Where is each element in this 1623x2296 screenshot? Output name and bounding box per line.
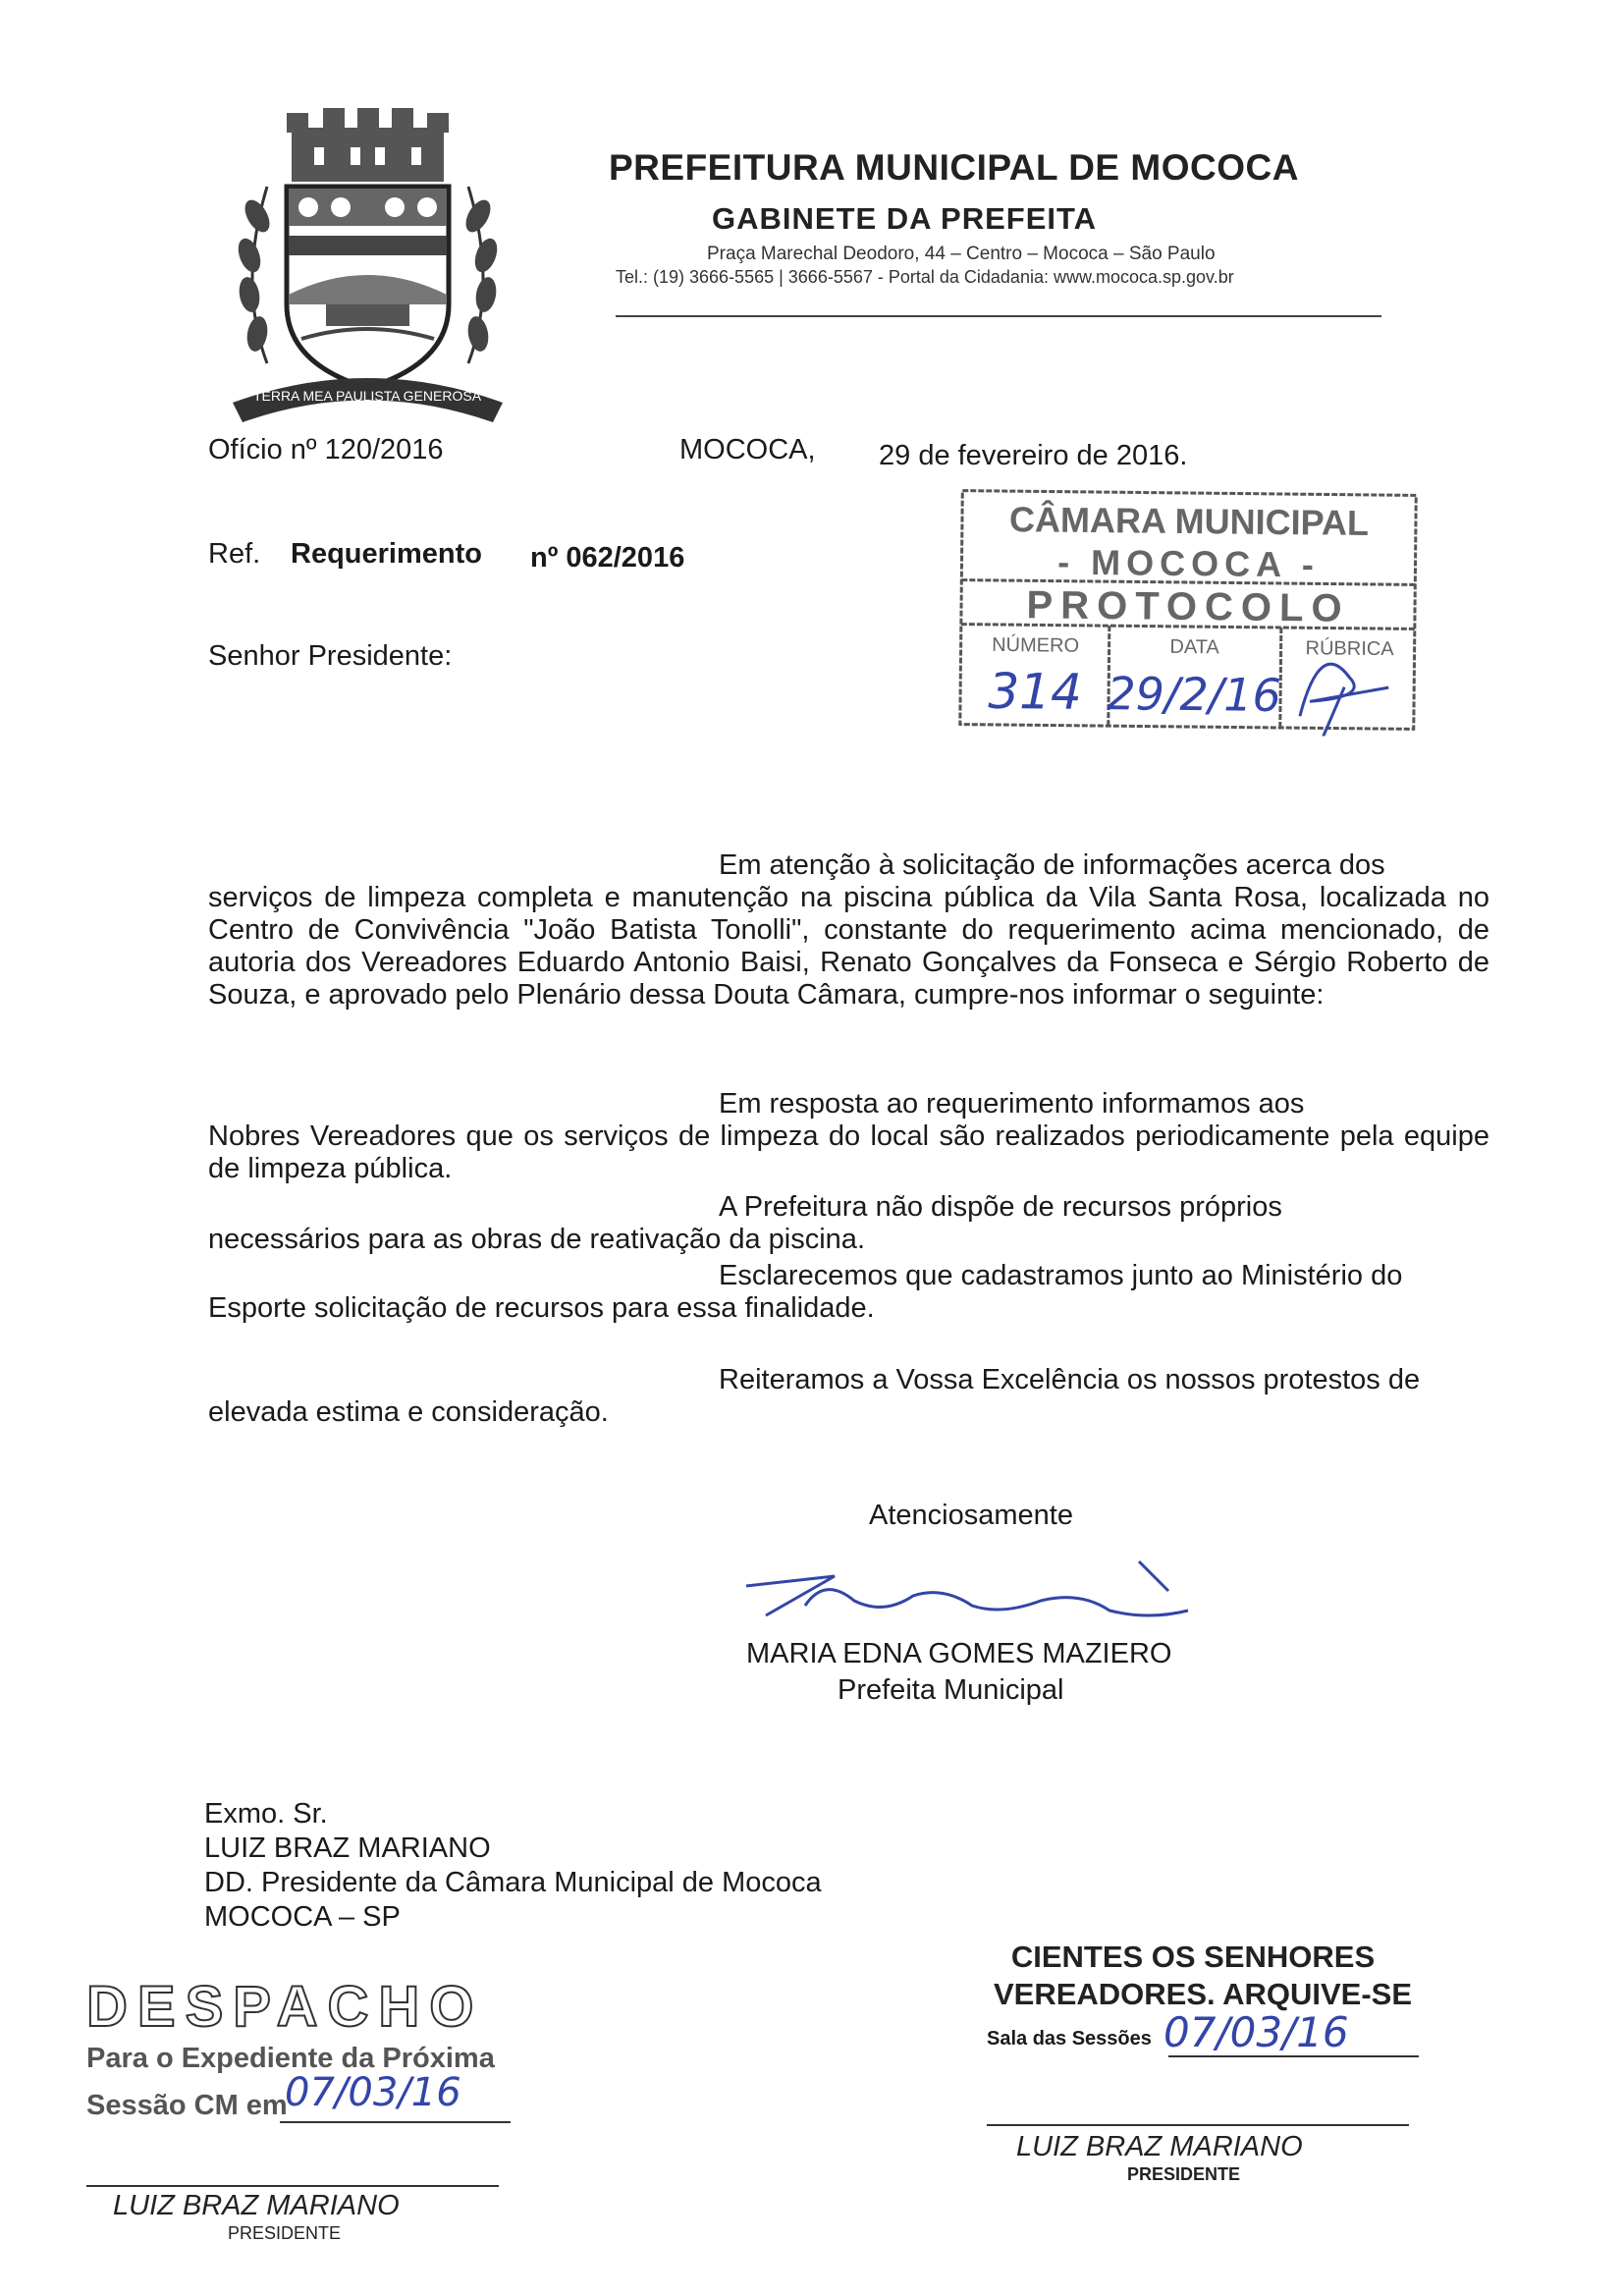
cientes-signature-line bbox=[987, 2124, 1409, 2126]
paragraph-3: A Prefeitura não dispõe de recursos próprios necessários para as obras de reativação da piscina. bbox=[208, 1191, 1282, 1255]
cientes-line1: CIENTES OS SENHORES bbox=[1010, 1940, 1376, 1974]
crest-motto: TERRA MEA PAULISTA GENEROSA bbox=[252, 388, 482, 404]
stamp-col-numero: NÚMERO bbox=[992, 633, 1080, 657]
cientes-line2: VEREADORES. ARQUIVE-SE bbox=[993, 1977, 1413, 2011]
cientes-date-line bbox=[1168, 2055, 1419, 2057]
cientes-signer-name: LUIZ BRAZ MARIANO bbox=[1016, 2131, 1303, 2162]
stamp-numero-value: 314 bbox=[988, 662, 1083, 721]
letterhead-phone: Tel.: (19) 3666-5565 | 3666-5567 - Portal da Cidadania: www.mococa.sp.gov.br bbox=[616, 267, 1234, 287]
despacho-line2: Sessão CM em bbox=[86, 2090, 288, 2121]
salutation: Senhor Presidente: bbox=[208, 640, 453, 672]
protocol-stamp bbox=[956, 487, 1421, 738]
paragraph-4: Esclarecemos que cadastramos junto ao Ministério do Esporte solicitação de recursos para essa finalidade. bbox=[208, 1260, 1403, 1324]
rubrica-signature bbox=[1300, 664, 1389, 738]
stamp-line2: - MOCOCA - bbox=[1056, 541, 1321, 585]
stamp-data-value: 29/2/16 bbox=[1107, 667, 1282, 722]
stamp-line3: PROTOCOLO bbox=[1026, 583, 1350, 630]
despacho-signature-line bbox=[86, 2185, 499, 2187]
stamp-line1: CÂMARA MUNICIPAL bbox=[1008, 499, 1370, 543]
letter-date: 29 de fevereiro de 2016. bbox=[879, 440, 1188, 471]
cientes-signer-role: PRESIDENTE bbox=[1127, 2164, 1241, 2184]
addressee-line2: LUIZ BRAZ MARIANO bbox=[204, 1832, 491, 1864]
oficio-number: Ofício nº 120/2016 bbox=[208, 434, 444, 465]
addressee-line4: MOCOCA – SP bbox=[204, 1901, 401, 1933]
addressee-line1: Exmo. Sr. bbox=[204, 1798, 328, 1830]
despacho-signer-name: LUIZ BRAZ MARIANO bbox=[113, 2190, 400, 2221]
closing-greeting: Atenciosamente bbox=[869, 1500, 1073, 1531]
addressee-block bbox=[204, 1797, 822, 1935]
ref-label: Ref. bbox=[208, 538, 261, 570]
addressee-line3: DD. Presidente da Câmara Municipal de Mococa bbox=[204, 1867, 822, 1898]
ref-number: nº 062/2016 bbox=[530, 542, 685, 574]
despacho-line1: Para o Expediente da Próxima bbox=[86, 2043, 495, 2074]
letterhead-address: Praça Marechal Deodoro, 44 – Centro – Mococa – São Paulo bbox=[707, 244, 1216, 264]
despacho-date-line bbox=[280, 2121, 511, 2123]
paragraph-2: Em resposta ao requerimento informamos aos Nobres Vereadores que os serviços de limpeza do local são realizados periodicamente pela equipe de limpeza pública. bbox=[208, 1088, 1489, 1184]
paragraph-5: Reiteramos a Vossa Excelência os nossos protestos de elevada estima e consideração. bbox=[208, 1364, 1421, 1428]
city-label: MOCOCA, bbox=[679, 434, 816, 465]
cientes-line3: Sala das Sessões bbox=[987, 2028, 1152, 2050]
stamp-col-rubrica: RÚBRICA bbox=[1305, 637, 1394, 661]
signer-title: Prefeita Municipal bbox=[838, 1674, 1064, 1706]
cientes-handwritten-date: 07/03/16 bbox=[1163, 2008, 1349, 2056]
letterhead-title: PREFEITURA MUNICIPAL DE MOCOCA bbox=[609, 147, 1299, 188]
ref-document: Requerimento bbox=[291, 538, 482, 570]
despacho-handwritten-date: 07/03/16 bbox=[285, 2070, 461, 2115]
letterhead-divider bbox=[616, 315, 1381, 317]
letterhead-subtitle: GABINETE DA PREFEITA bbox=[712, 201, 1098, 236]
paragraph-1: Em atenção à solicitação de informações acerca dos serviços de limpeza completa e manutenção na piscina pública da Vila Santa Rosa, localizada no Centro de Convivência "João Batista Tonolli", constante do requerimento acima mencionado, de autoria dos Vereadores Eduardo Antonio Baisi, Renato Gonçalves da Fonseca e Sérgio Roberto de Souza, e aprovado pelo Plenário dessa Douta Câmara, cumpre-nos informar o seguinte: bbox=[208, 849, 1489, 1011]
despacho-signer-role: PRESIDENTE bbox=[228, 2223, 342, 2243]
stamp-col-data: DATA bbox=[1169, 635, 1219, 659]
despacho-title: DESPACHO bbox=[86, 1975, 484, 2039]
municipal-coat-of-arms bbox=[228, 108, 508, 427]
signer-name: MARIA EDNA GOMES MAZIERO bbox=[746, 1638, 1172, 1669]
